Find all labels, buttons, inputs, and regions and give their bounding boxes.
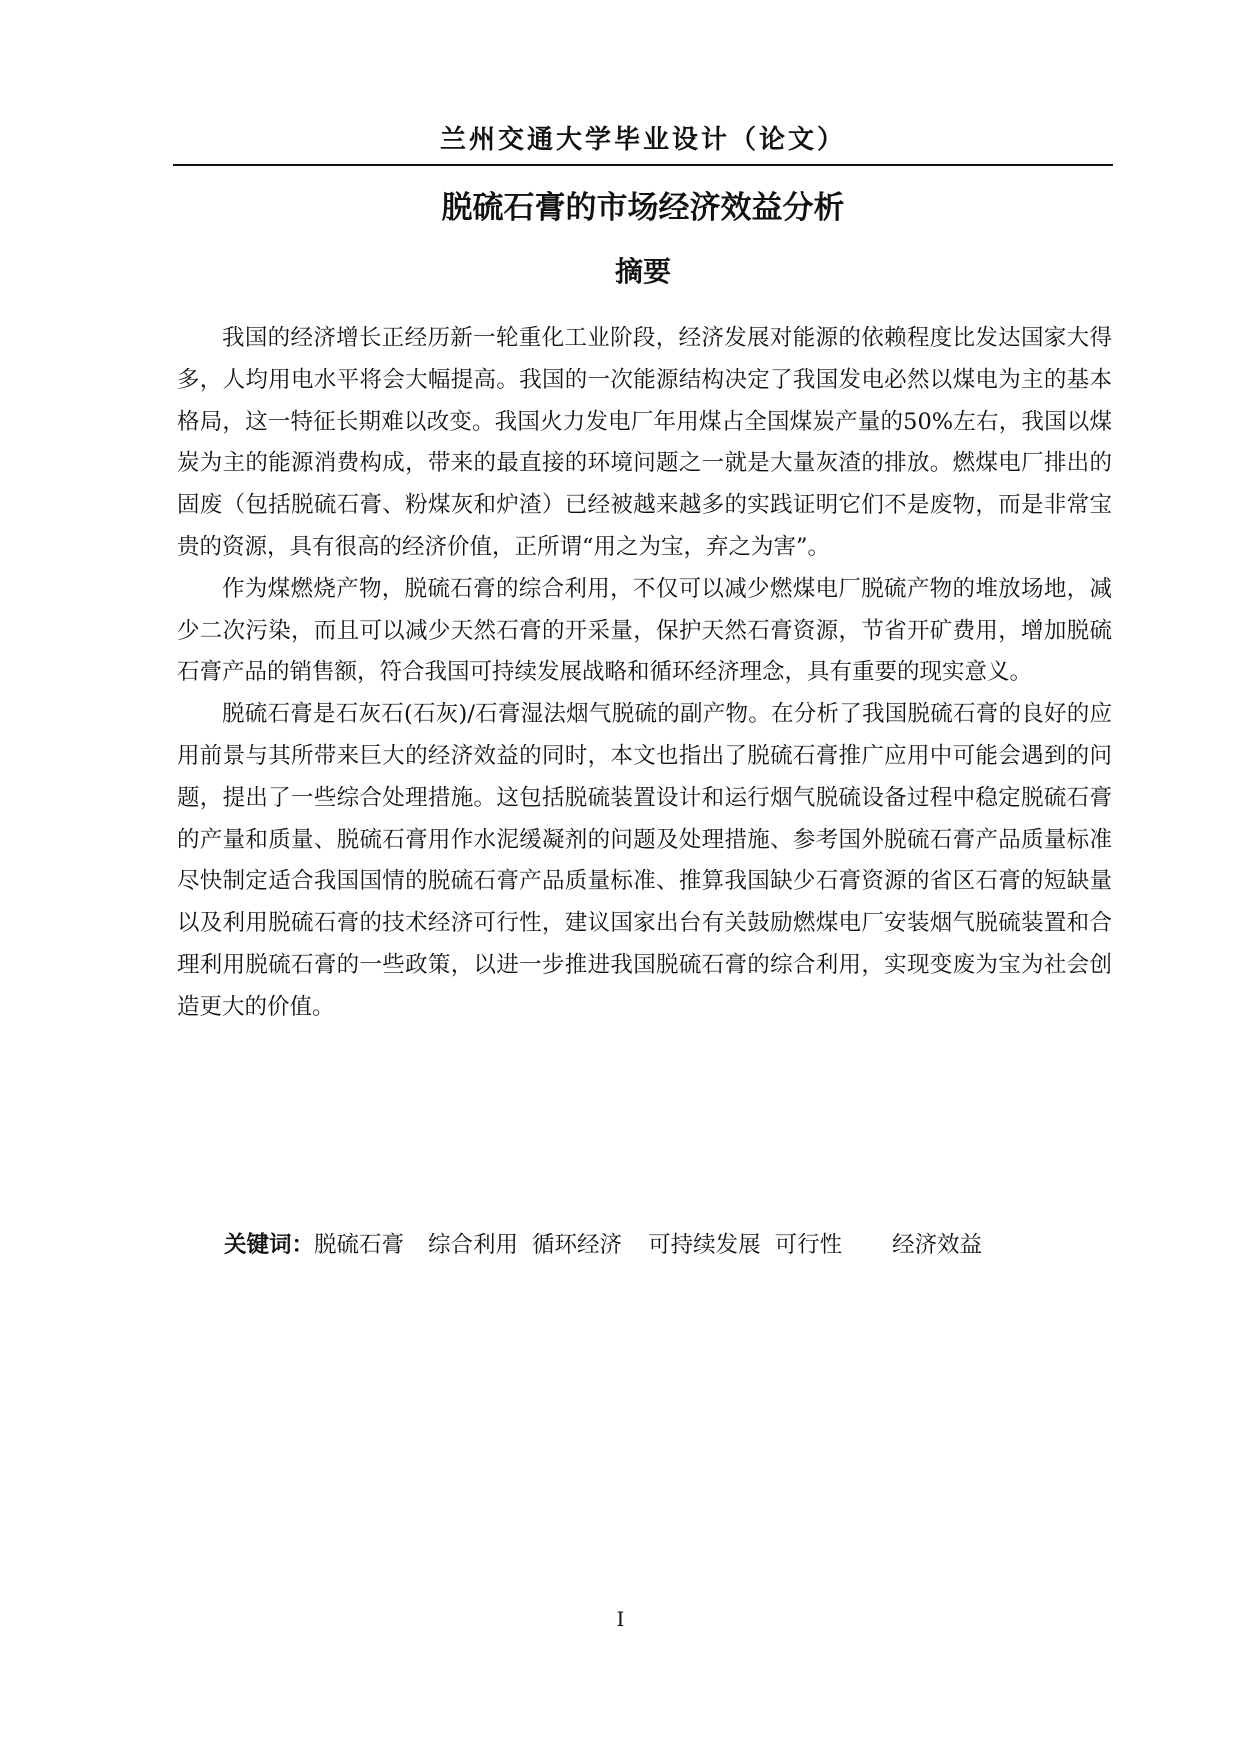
abstract-paragraph-2: 作为煤燃烧产物，脱硫石膏的综合利用，不仅可以减少燃煤电厂脱硫产物的堆放场地，减少二次污染，而且可以减少天然石膏的开采量，保护天然石膏资源，节省开矿费用，增加脱硫石膏产品的销售额，符合我国可持续发展战略和循环经济理念，具有重要的现实意义。 (177, 575, 1112, 686)
keyword-item: 脱硫石膏 (314, 1232, 405, 1258)
document-title: 脱硫石膏的市场经济效益分析 (441, 190, 845, 226)
keyword-item: 可行性 (774, 1232, 843, 1258)
keyword-item: 综合利用 (428, 1232, 519, 1258)
abstract-paragraph-1: 我国的经济增长正经历新一轮重化工业阶段，经济发展对能源的依赖程度比发达国家大得多，人均用电水平将会大幅提高。我国的一次能源结构决定了我国发电必然以煤电为主的基本格局，这一特征长期难以改变。我国火力发电厂年用煤占全国煤炭产量的50%左右，我国以煤炭为主的能源消费构成，带来的最直接的环境问题之一就是大量灰渣的排放。燃煤电厂排出的固废（包括脱硫石膏、粉煤灰和炉渣）已经被越来越多的实践证明它们不是废物，而是非常宝贵的资源，具有很高的经济价值，正所谓“用之为宝，弃之为害”。 (177, 325, 1112, 560)
running-header (173, 116, 1113, 166)
keywords-line (224, 1225, 982, 1265)
running-header-title: 兰州交通大学毕业设计（论文） (439, 125, 846, 155)
page-number: I (616, 1607, 625, 1631)
abstract-heading: 摘要 (614, 255, 671, 288)
abstract-body (177, 318, 1112, 1029)
abstract-paragraph-3: 脱硫石膏是石灰石(石灰)/石膏湿法烟气脱硫的副产物。在分析了我国脱硫石膏的良好的应用前景与其所带来巨大的经济效益的同时，本文也指出了脱硫石膏推广应用中可能会遇到的问题，提出了一些综合处理措施。这包括脱硫装置设计和运行烟气脱硫设备过程中稳定脱硫石膏的产量和质量、脱硫石膏用作水泥缓凝剂的问题及处理措施、参考国外脱硫石膏产品质量标准尽快制定适合我国国情的脱硫石膏产品质量标准、推算我国缺少石膏资源的省区石膏的短缺量以及利用脱硫石膏的技术经济可行性，建议国家出台有关鼓励燃煤电厂安装烟气脱硫装置和合理利用脱硫石膏的一些政策，以进一步推进我国脱硫石膏的综合利用，实现变废为宝为社会创造更大的价值。 (177, 701, 1112, 1020)
keyword-item: 可持续发展 (648, 1232, 761, 1258)
keyword-item: 经济效益 (892, 1232, 983, 1258)
keywords-label: 关键词： (224, 1232, 315, 1258)
keyword-item: 循环经济 (532, 1232, 623, 1258)
